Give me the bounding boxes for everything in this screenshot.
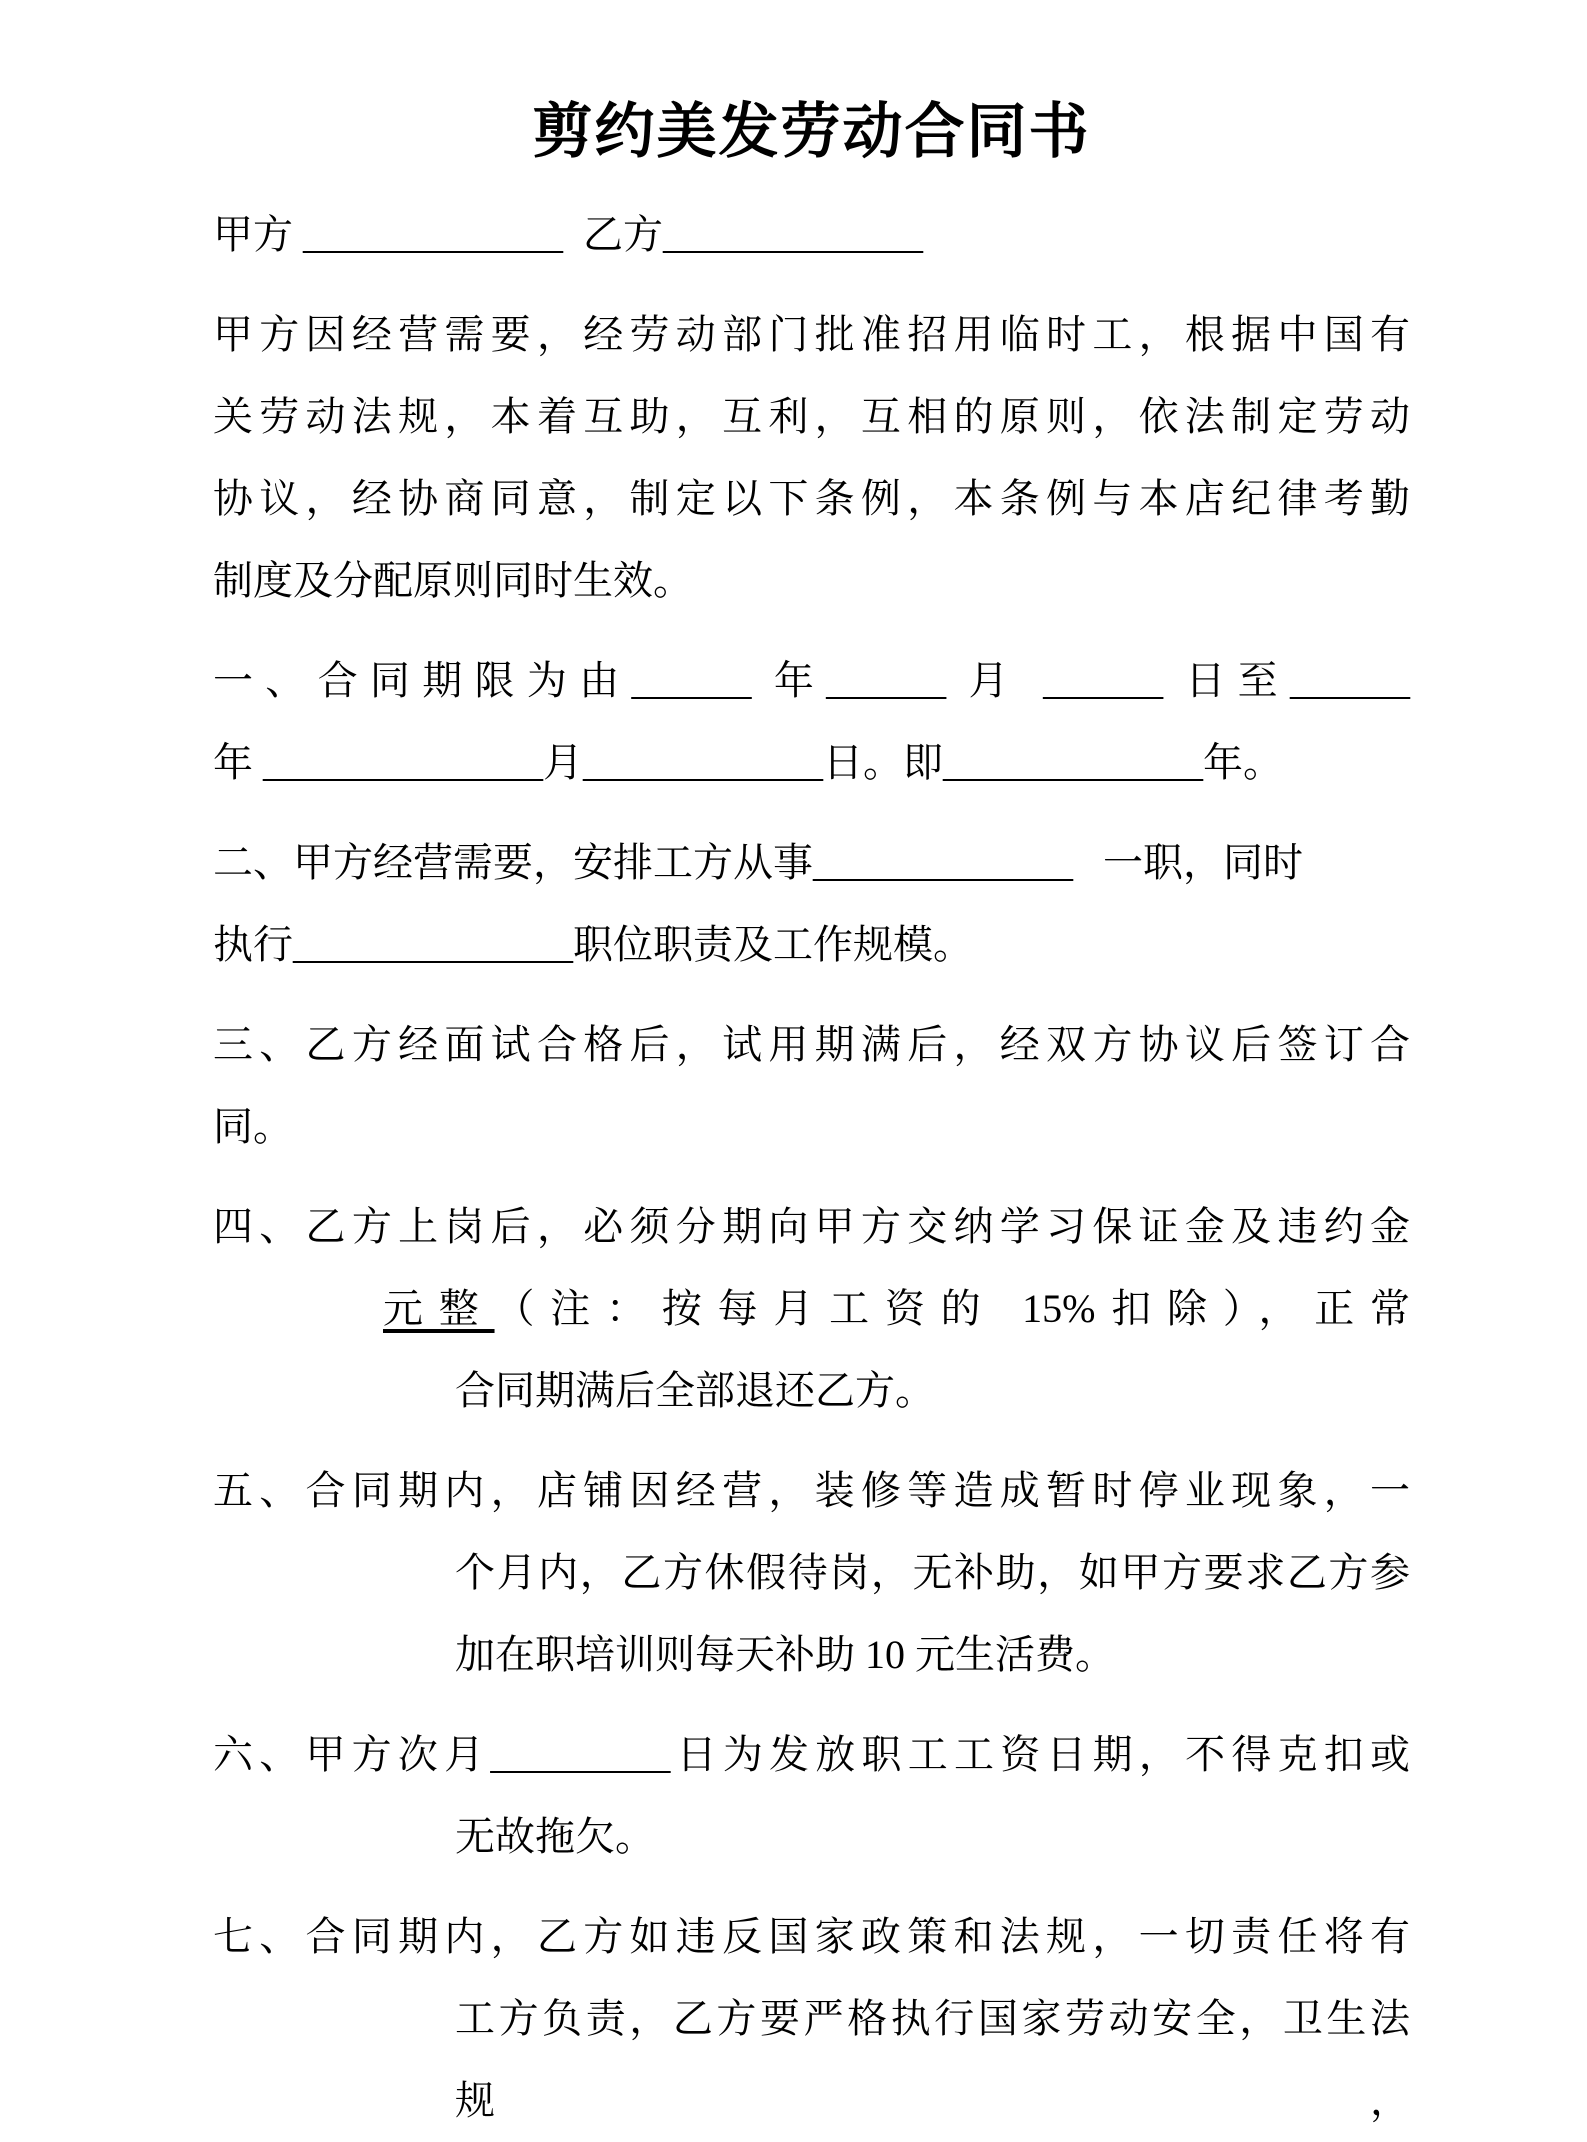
text-run: 执行 bbox=[213, 922, 293, 967]
text-run: 甲方因经营需要，经劳动部门批准招用临时工，根据中国有 bbox=[213, 312, 1410, 357]
text-run: 工方负责，乙方要严格执行国家劳动安全，卫生法规， bbox=[455, 1996, 1410, 2123]
fill-in-blank[interactable]: ____________ bbox=[583, 740, 823, 785]
text-run: 三、乙方经面试合格后，试用期满后，经双方协议后签订合 bbox=[213, 1022, 1410, 1067]
fill-in-blank[interactable]: ______________ bbox=[263, 740, 543, 785]
fill-in-blank[interactable]: ______ bbox=[826, 658, 947, 703]
text-run: 关劳动法规，本着互助，互利，互相的原则，依法制定劳动 bbox=[213, 394, 1410, 439]
fill-in-blank[interactable]: _____________ bbox=[943, 740, 1203, 785]
text-run: 合同期满后全部退还乙方。 bbox=[455, 1368, 935, 1413]
text-run: 无故拖欠。 bbox=[455, 1814, 655, 1859]
text-run: 日至 bbox=[1163, 658, 1290, 703]
text-run: 年 bbox=[213, 740, 263, 785]
document-title: 剪约美发劳动合同书 bbox=[532, 99, 1091, 165]
text-run: 个月内，乙方休假待岗，无补助，如甲方要求乙方参 bbox=[455, 1550, 1410, 1595]
text-run: 日。即 bbox=[823, 740, 943, 785]
text-run: 年 bbox=[751, 658, 827, 703]
document-line bbox=[213, 822, 1410, 904]
text-run: 一职，同时 bbox=[1073, 840, 1303, 885]
document-line bbox=[383, 1268, 1410, 1350]
text-run: 一、合同期限为由 bbox=[213, 658, 632, 703]
text-run: 乙方 bbox=[563, 212, 663, 257]
document-line bbox=[213, 904, 1410, 986]
document-line bbox=[213, 458, 1410, 540]
fill-in-blank[interactable]: ______________ bbox=[293, 922, 573, 967]
text-run: 日为发放职工工资日期，不得克扣或 bbox=[670, 1732, 1411, 1777]
document-line bbox=[455, 1614, 1410, 1696]
text-run: 协议，经协商同意，制定以下条例，本条例与本店纪律考勤 bbox=[213, 476, 1410, 521]
fill-in-blank[interactable]: ______ bbox=[631, 658, 752, 703]
document-line bbox=[455, 1796, 1410, 1878]
text-run: 加在职培训则每天补助 10 元生活费。 bbox=[455, 1632, 1115, 1677]
document-line bbox=[213, 1450, 1410, 1532]
text-run: 制度及分配原则同时生效。 bbox=[213, 558, 693, 603]
text-run: 二、甲方经营需要，安排工方从事 bbox=[213, 840, 813, 885]
document-line bbox=[213, 640, 1410, 722]
text-run: 五、合同期内，店铺因经营，装修等造成暂时停业现象，一 bbox=[213, 1468, 1410, 1513]
document-line bbox=[213, 1896, 1410, 1978]
fill-in-blank[interactable]: _________ bbox=[490, 1732, 671, 1777]
document-line bbox=[213, 722, 1410, 804]
fill-in-blank[interactable]: _____________ bbox=[303, 212, 563, 257]
text-run: 同。 bbox=[213, 1104, 293, 1149]
document-line bbox=[213, 194, 1410, 276]
underlined-term: 元整 bbox=[383, 1286, 495, 1331]
text-run: 四、乙方上岗后，必须分期向甲方交纳学习保证金及违约金 bbox=[213, 1204, 1410, 1249]
document-line bbox=[213, 1004, 1410, 1086]
document-line bbox=[213, 540, 1410, 622]
fill-in-blank[interactable]: ______ bbox=[1043, 658, 1164, 703]
document-line bbox=[213, 294, 1410, 376]
text-run: 月 bbox=[543, 740, 583, 785]
text-run: 年。 bbox=[1203, 740, 1283, 785]
fill-in-blank[interactable]: ______ bbox=[1290, 658, 1410, 703]
fill-in-blank[interactable]: _____________ bbox=[813, 840, 1073, 885]
document-line bbox=[213, 376, 1410, 458]
document-body bbox=[213, 194, 1410, 2142]
text-run: 六、甲方次月 bbox=[213, 1732, 491, 1777]
document-line bbox=[455, 1532, 1410, 1614]
text-run: 七、合同期内，乙方如违反国家政策和法规，一切责任将有 bbox=[213, 1914, 1410, 1959]
text-run: （注：按每月工资的 15%扣除），正常 bbox=[494, 1286, 1411, 1331]
document-line bbox=[213, 1086, 1410, 1168]
text-run: 甲方 bbox=[213, 212, 303, 257]
document-line bbox=[455, 1978, 1410, 2142]
text-run: 职位职责及工作规模。 bbox=[573, 922, 973, 967]
text-run: 月 bbox=[946, 658, 1044, 703]
fill-in-blank[interactable]: _____________ bbox=[663, 212, 923, 257]
document-line bbox=[213, 1714, 1410, 1796]
document-line bbox=[213, 1186, 1410, 1268]
document-line bbox=[455, 1350, 1410, 1432]
